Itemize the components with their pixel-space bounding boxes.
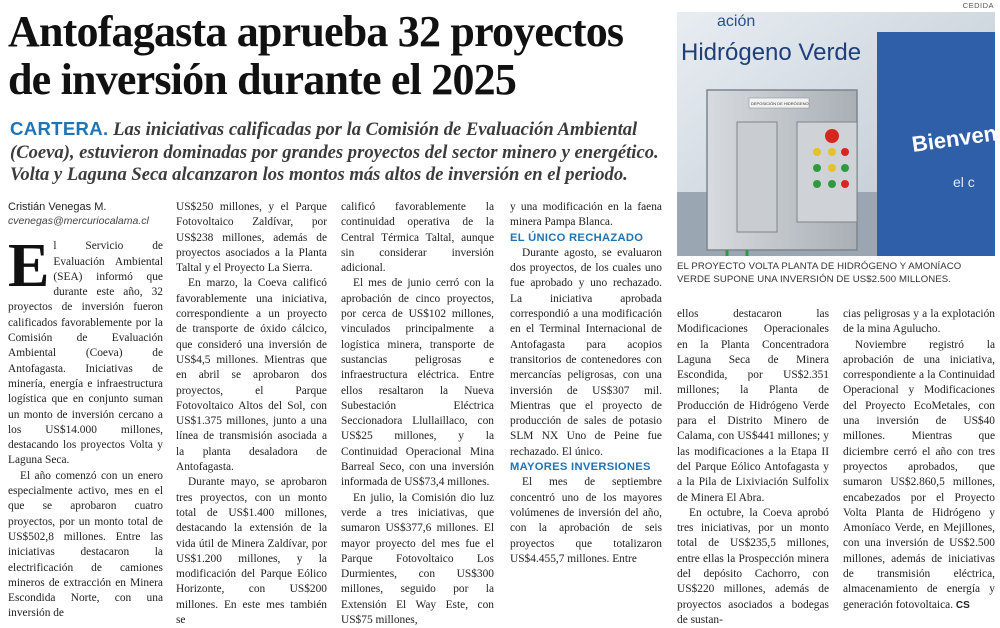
author-name: Cristián Venegas M. xyxy=(8,201,107,213)
photo-caption: EL PROYECTO VOLTA PLANTA DE HIDRÓGENO Y AMONÍACO VERDE SUPONE UNA INVERSIÓN DE US$2.500 MILLONES. xyxy=(677,261,962,285)
panel-label: DEPOSICIÓN DE HIDRÓGENO xyxy=(751,101,809,106)
sign-text-1: ación xyxy=(717,13,756,30)
article-paragraph: y una modificación en la faena minera Pampa Blanca. xyxy=(510,201,662,229)
article-paragraph: En julio, la Comisión dio luz verde a tres iniciativas, que sumaron US$377,6 millones. El mayor proyecto del mes fue el Parque Fotovoltaico Los Durmientes, con US$300 millones, seguido por la Extensión El Way Este, con US$75 millones, xyxy=(341,491,494,627)
subhead-mayores-inversiones: MAYORES INVERSIONES xyxy=(510,461,651,474)
author-email: cvenegas@mercuriocalama.cl xyxy=(8,215,149,227)
article-photo xyxy=(677,12,999,256)
article-column-2 xyxy=(176,200,327,627)
article-column-3 xyxy=(341,200,494,627)
lead-paragraph xyxy=(10,118,660,187)
article-paragraph: El año comenzó con un enero especialmente activo, mes en el que se aprobaron cuatro proyectos, por un monto total de US$502,8 millones. Entre las iniciativas destacaron la electrificación de camiones mineros de extracción en Minera Escondida Norte, con una inversión de xyxy=(8,469,163,620)
section-label: CARTERA. xyxy=(10,118,109,139)
article-paragraph: Durante agosto, se evaluaron dos proyectos, de los cuales uno fue aprobado y uno rechazado. La iniciativa aprobada correspondió a una modificación en el Terminal Internacional de Antofagasta para acopios transitorios de contenedores con mercancías peligrosas, con una inversión de US$307 mil. Mientras que el proyecto de producción de sales de potasio SLM NX Uno de Peine fue rechazado. El único. xyxy=(510,246,662,458)
photo-credit: CEDIDA xyxy=(962,1,994,10)
article-column-4 xyxy=(510,200,662,603)
article-paragraph: El mes de septiembre concentró uno de los mayores volúmenes de inversión del año, con la aprobación de seis proyectos que totalizaron US$4.455,7 millones. Entre xyxy=(510,476,662,565)
article-paragraph: US$250 millones, y el Parque Fotovoltaico Zaldívar, por US$238 millones, además de proyectos asociados a la Planta Taltal y el Proyecto La Sierra. xyxy=(176,201,327,275)
drop-cap: E xyxy=(8,232,50,301)
emergency-stop-icon xyxy=(825,129,839,143)
end-mark: CS xyxy=(955,599,970,611)
article-paragraph: El mes de junio cerró con la aprobación de cinco proyectos, por cerca de US$102 millones, vinculados principalmente a logística minera, transporte de sustancias peligrosas e infraestructura eléctrica. Entre ellos resaltaron la Nueva Subestación Eléctrica Seccionadora Llullaillaco, con US$25 millones, y la Continuidad Operacional Mina Barreal Seco, con una inversión informada de US$73,4 millones. xyxy=(341,277,494,489)
article-column-1 xyxy=(8,200,163,620)
article-paragraph: El Servicio de Evaluación Ambiental (SEA) informó que durante este año, 32 proyectos de inversión fueron calificados favorablemente por la Comisión de Evaluación Ambiental (Coeva) de Antofagasta. Iniciativas de minería, energía e infraestructura logística que en conjunto suman un monto de inversión cercano a los US$14.000 millones, destacando los proyectos Volta y Laguna Seca. xyxy=(8,232,163,467)
article-paragraph: En marzo, la Coeva calificó favorablemente una iniciativa, correspondiente a un proyecto de transporte de óxido cálcico, que consideró una inversión de US$4,5 millones. Mientras que en abril se aprobaron dos proyectos, el Parque Fotovoltaico Altos del Sol, con US$1.375 millones, junto a una línea de transmisión asociada a la planta desaladora de Antofagasta. xyxy=(176,277,327,474)
article-paragraph: ellos destacaron las Modificaciones Operacionales en la Planta Concentradora Laguna Seca de Minera Escondida, por US$2.351 millones; la Planta de Producción de Hidrógeno Verde para el Distrito Minero de Calama, con US$441 millones; y las modificaciones a la Etapa II del Parque Eólico Antofagasta y a la Pila de Lixiviación Sulfolix de Minera El Abra. xyxy=(677,308,829,504)
headline-line-2: de inversión durante el 2025 xyxy=(8,55,517,104)
headline-line-1: Antofagasta aprueba 32 proyectos xyxy=(8,7,624,56)
article-column-5 xyxy=(677,307,829,626)
sign-text-2: Hidrógeno Verde xyxy=(681,39,862,66)
photo-illustration xyxy=(677,12,999,256)
article-paragraph: En octubre, la Coeva aprobó tres iniciativas, por un monto total de US$235,5 millones, entre ellas la Prospección minera del depósito Cachorro, con US$220 millones, además de proyectos asociados a bodegas de sustan- xyxy=(677,506,829,626)
article-paragraph: Durante mayo, se aprobaron tres proyectos, con un monto total de US$1.400 millones, destacando la extensión de la vida útil de Minera Zaldívar, por US$1.200 millones, y la modificación del Parque Eólico Horizonte, con US$200 millones. En este mes también se xyxy=(176,476,327,627)
lead-text: Las iniciativas calificadas por la Comisión de Evaluación Ambiental (Coeva), estuvieron dominadas por grandes proyectos del sector minero y energético. Volta y Laguna Seca alcanzaron los montos más altos de inversión en el periodo. xyxy=(10,119,659,185)
article-paragraph: Noviembre registró la aprobación de una iniciativa, correspondiente a la Continuidad Operacional y Modificaciones del Proyecto EcoMetales, con una inversión de US$40 millones. Mientras que diciembre cerró el año con tres proyectos aprobados, que sumaron US$2.860,5 millones, encabezados por el Proyecto Volta Planta de Hidrógeno y Amoníaco Verde, en Mejillones, con una inversión de US$2.500 millones, además de iniciativas de transmisión eléctrica, almacenamiento de energía y generación fotovoltaica. CS xyxy=(843,338,995,611)
article-column-6 xyxy=(843,307,995,611)
sign-text-3: Bienven xyxy=(910,120,999,157)
headline xyxy=(8,8,668,104)
article-paragraph: cias peligrosas y a la explotación de la mina Agulucho. xyxy=(843,308,995,336)
subhead-unico-rechazado: EL ÚNICO RECHAZADO xyxy=(510,231,644,244)
sign-text-4: el c xyxy=(953,174,975,190)
article-paragraph: calificó favorablemente la continuidad operativa de la Central Térmica Taltal, aunque sin considerar inversión adicional. xyxy=(341,201,494,275)
